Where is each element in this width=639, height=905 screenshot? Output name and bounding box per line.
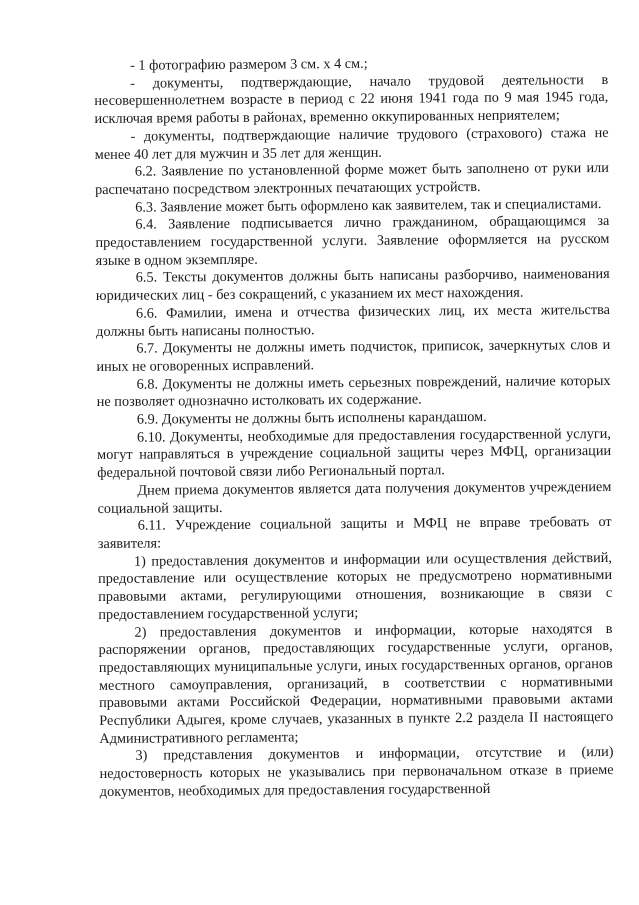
paragraph-6-6: 6.6. Фамилии, имена и отчества физических лиц, их места жительства должны быть написаны полностью. <box>96 301 611 340</box>
paragraph-6-5: 6.5. Тексты документов должны быть написаны разборчиво, наименования юридических лиц - без сокращений, с указанием их мест нахождения. <box>95 266 610 305</box>
list-item-2: 2) предоставления документов и информации, которые находятся в распоряжении органов, предоставляющих государственные услуги, органов, предоставляющих муниципальные услуги, иных государственных органов, органов местного самоуправления, организаций, в соответствии с нормативными правовыми актами Российской Федерации, нормативными правовыми актами Республики Адыгея, кроме случаев, указанных в пункте 2.2 раздела II настоящего Административного регламента; <box>98 620 614 747</box>
paragraph-6-11: 6.11. Учреждение социальной защиты и МФЦ не вправе требовать от заявителя: <box>97 514 612 552</box>
paragraph-insurance-record: - документы, подтверждающие наличие трудового (страхового) стажа не менее 40 лет для мужчин и 35 лет для женщин. <box>94 124 609 163</box>
paragraph-receipt-date: Днем приема документов является дата получения документов учреждением социальной защиты. <box>97 478 612 517</box>
paragraph-6-8: 6.8. Документы не должны иметь серьезных повреждений, наличие которых не позволяет однозначно истолковать их содержание. <box>96 372 611 411</box>
paragraph-6-3: 6.3. Заявление может быть оформлено как заявителем, так и специалистами. <box>135 195 602 216</box>
paragraph-6-7: 6.7. Документы не должны иметь подчисток, приписок, зачеркнутых слов и иных не оговоренных исправлений. <box>96 337 611 375</box>
document-body <box>94 54 614 802</box>
paragraph-6-10: 6.10. Документы, необходимые для предоставления государственной услуги, могут направляться в учреждение социальной защиты через МФЦ, организации федеральной почтовой связи либо Региональный портал. <box>97 425 612 482</box>
list-item-3: 3) представления документов и информации, отсутствие и (или) недостоверность которых не указывались при первоначальном отказе в приеме документов, необходимых для предоставления государственной <box>99 744 614 800</box>
paragraph-6-2: 6.2. Заявление по установленной форме может быть заполнено от руки или распечатано посредством электронных печатающих устройств. <box>94 160 609 198</box>
paragraph-work-minors: - документы, подтверждающие, начало трудовой деятельности в несовершеннолетнем возрасте в период с 22 июня 1941 года по 9 мая 1945 года, исключая время работы в районах, временно оккупированных неприятелем; <box>94 71 609 128</box>
paragraph-6-4: 6.4. Заявление подписывается лично гражданином, обращающимся за предоставлением государственной услуги. Заявление оформляется на русском языке в одном экземпляре. <box>95 213 610 269</box>
paragraph-photo: - 1 фотографию размером 3 см. х 4 см.; <box>129 55 368 74</box>
paragraph-6-9: 6.9. Документы не должны быть исполнены карандашом. <box>136 408 487 428</box>
list-item-1: 1) предоставления документов и информации или осуществления действий, предоставление или осуществление которых не предусмотрено нормативными правовыми актами, регулирующими отношения, возникающие в связи с предоставлением государственной услуги; <box>98 549 613 623</box>
